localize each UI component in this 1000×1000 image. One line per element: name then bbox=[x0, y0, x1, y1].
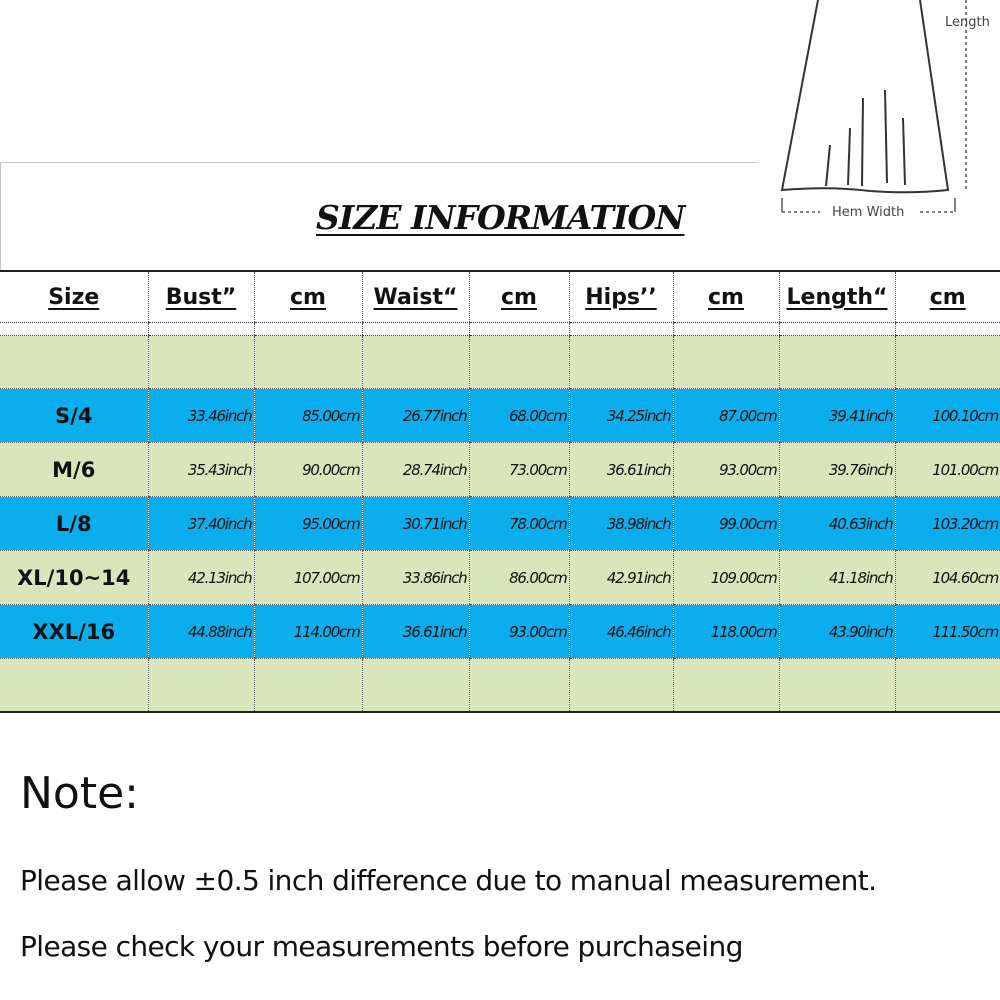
length-inch-cell: 41.18inch bbox=[779, 551, 895, 605]
waist-inch-cell: 28.74inch bbox=[362, 443, 469, 497]
length-inch-cell: 39.76inch bbox=[779, 443, 895, 497]
hips-inch-cell: 38.98inch bbox=[569, 497, 673, 551]
dress-fold bbox=[826, 145, 830, 186]
length-label: Length bbox=[945, 15, 990, 30]
size-cell: S/4 bbox=[0, 389, 148, 443]
table-row bbox=[0, 389, 1000, 443]
header-side-divider bbox=[0, 162, 1, 272]
hips-cm-cell: 118.00cm bbox=[673, 605, 779, 659]
dress-fold bbox=[903, 118, 905, 185]
hips-cm-cell: 109.00cm bbox=[673, 551, 779, 605]
waist-cm-cell: 73.00cm bbox=[469, 443, 569, 497]
table-header-row bbox=[0, 271, 1000, 323]
empty-row bbox=[0, 659, 1000, 713]
length-cm-cell: 101.00cm bbox=[895, 443, 1000, 497]
column-header-hips-inch: Hips’’ bbox=[569, 271, 673, 323]
waist-inch-cell: 26.77inch bbox=[362, 389, 469, 443]
size-information-title: SIZE INFORMATION bbox=[316, 198, 685, 237]
waist-inch-cell: 30.71inch bbox=[362, 497, 469, 551]
bust-cm-cell: 107.00cm bbox=[254, 551, 362, 605]
note-check-measurements: Please check your measurements before purchaseing bbox=[20, 930, 743, 963]
length-cm-cell: 100.10cm bbox=[895, 389, 1000, 443]
column-header-waist-inch: Waist“ bbox=[362, 271, 469, 323]
waist-cm-cell: 86.00cm bbox=[469, 551, 569, 605]
column-header-bust-cm: cm bbox=[254, 271, 362, 323]
dress-outline bbox=[782, 0, 948, 192]
header-divider bbox=[0, 162, 758, 163]
length-cm-cell: 111.50cm bbox=[895, 605, 1000, 659]
length-inch-cell: 39.41inch bbox=[779, 389, 895, 443]
column-header-length-cm: cm bbox=[895, 271, 1000, 323]
table-row bbox=[0, 605, 1000, 659]
waist-cm-cell: 78.00cm bbox=[469, 497, 569, 551]
hem-width-label: Hem Width bbox=[832, 205, 905, 220]
length-cm-cell: 103.20cm bbox=[895, 497, 1000, 551]
bust-cm-cell: 90.00cm bbox=[254, 443, 362, 497]
size-cell: M/6 bbox=[0, 443, 148, 497]
bust-inch-cell: 37.40inch bbox=[148, 497, 254, 551]
length-inch-cell: 40.63inch bbox=[779, 497, 895, 551]
waist-inch-cell: 36.61inch bbox=[362, 605, 469, 659]
hips-inch-cell: 36.61inch bbox=[569, 443, 673, 497]
size-cell: XXL/16 bbox=[0, 605, 148, 659]
waist-cm-cell: 68.00cm bbox=[469, 389, 569, 443]
column-header-waist-cm: cm bbox=[469, 271, 569, 323]
hips-cm-cell: 99.00cm bbox=[673, 497, 779, 551]
hips-inch-cell: 42.91inch bbox=[569, 551, 673, 605]
size-cell: L/8 bbox=[0, 497, 148, 551]
dress-fold bbox=[862, 98, 863, 186]
column-header-hips-cm: cm bbox=[673, 271, 779, 323]
bust-inch-cell: 44.88inch bbox=[148, 605, 254, 659]
bust-inch-cell: 42.13inch bbox=[148, 551, 254, 605]
table-row bbox=[0, 551, 1000, 605]
empty-row bbox=[0, 336, 1000, 389]
hips-inch-cell: 34.25inch bbox=[569, 389, 673, 443]
hips-cm-cell: 93.00cm bbox=[673, 443, 779, 497]
column-header-length-inch: Length“ bbox=[779, 271, 895, 323]
bust-cm-cell: 114.00cm bbox=[254, 605, 362, 659]
hips-cm-cell: 87.00cm bbox=[673, 389, 779, 443]
column-header-bust-inch: Bust” bbox=[148, 271, 254, 323]
size-chart-table bbox=[0, 270, 1000, 713]
waist-cm-cell: 93.00cm bbox=[469, 605, 569, 659]
dress-fold bbox=[848, 128, 850, 185]
note-measurement-tolerance: Please allow ±0.5 inch difference due to manual measurement. bbox=[20, 864, 877, 897]
bust-inch-cell: 33.46inch bbox=[148, 389, 254, 443]
length-cm-cell: 104.60cm bbox=[895, 551, 1000, 605]
bust-inch-cell: 35.43inch bbox=[148, 443, 254, 497]
column-header-size: Size bbox=[0, 271, 148, 323]
waist-inch-cell: 33.86inch bbox=[362, 551, 469, 605]
note-heading: Note: bbox=[20, 768, 139, 819]
bust-cm-cell: 85.00cm bbox=[254, 389, 362, 443]
size-cell: XL/10~14 bbox=[0, 551, 148, 605]
length-inch-cell: 43.90inch bbox=[779, 605, 895, 659]
dress-measurement-diagram bbox=[770, 0, 1000, 230]
table-row bbox=[0, 497, 1000, 551]
bust-cm-cell: 95.00cm bbox=[254, 497, 362, 551]
hips-inch-cell: 46.46inch bbox=[569, 605, 673, 659]
spacer-row bbox=[0, 323, 1000, 336]
table-row bbox=[0, 443, 1000, 497]
dress-fold bbox=[885, 90, 887, 183]
